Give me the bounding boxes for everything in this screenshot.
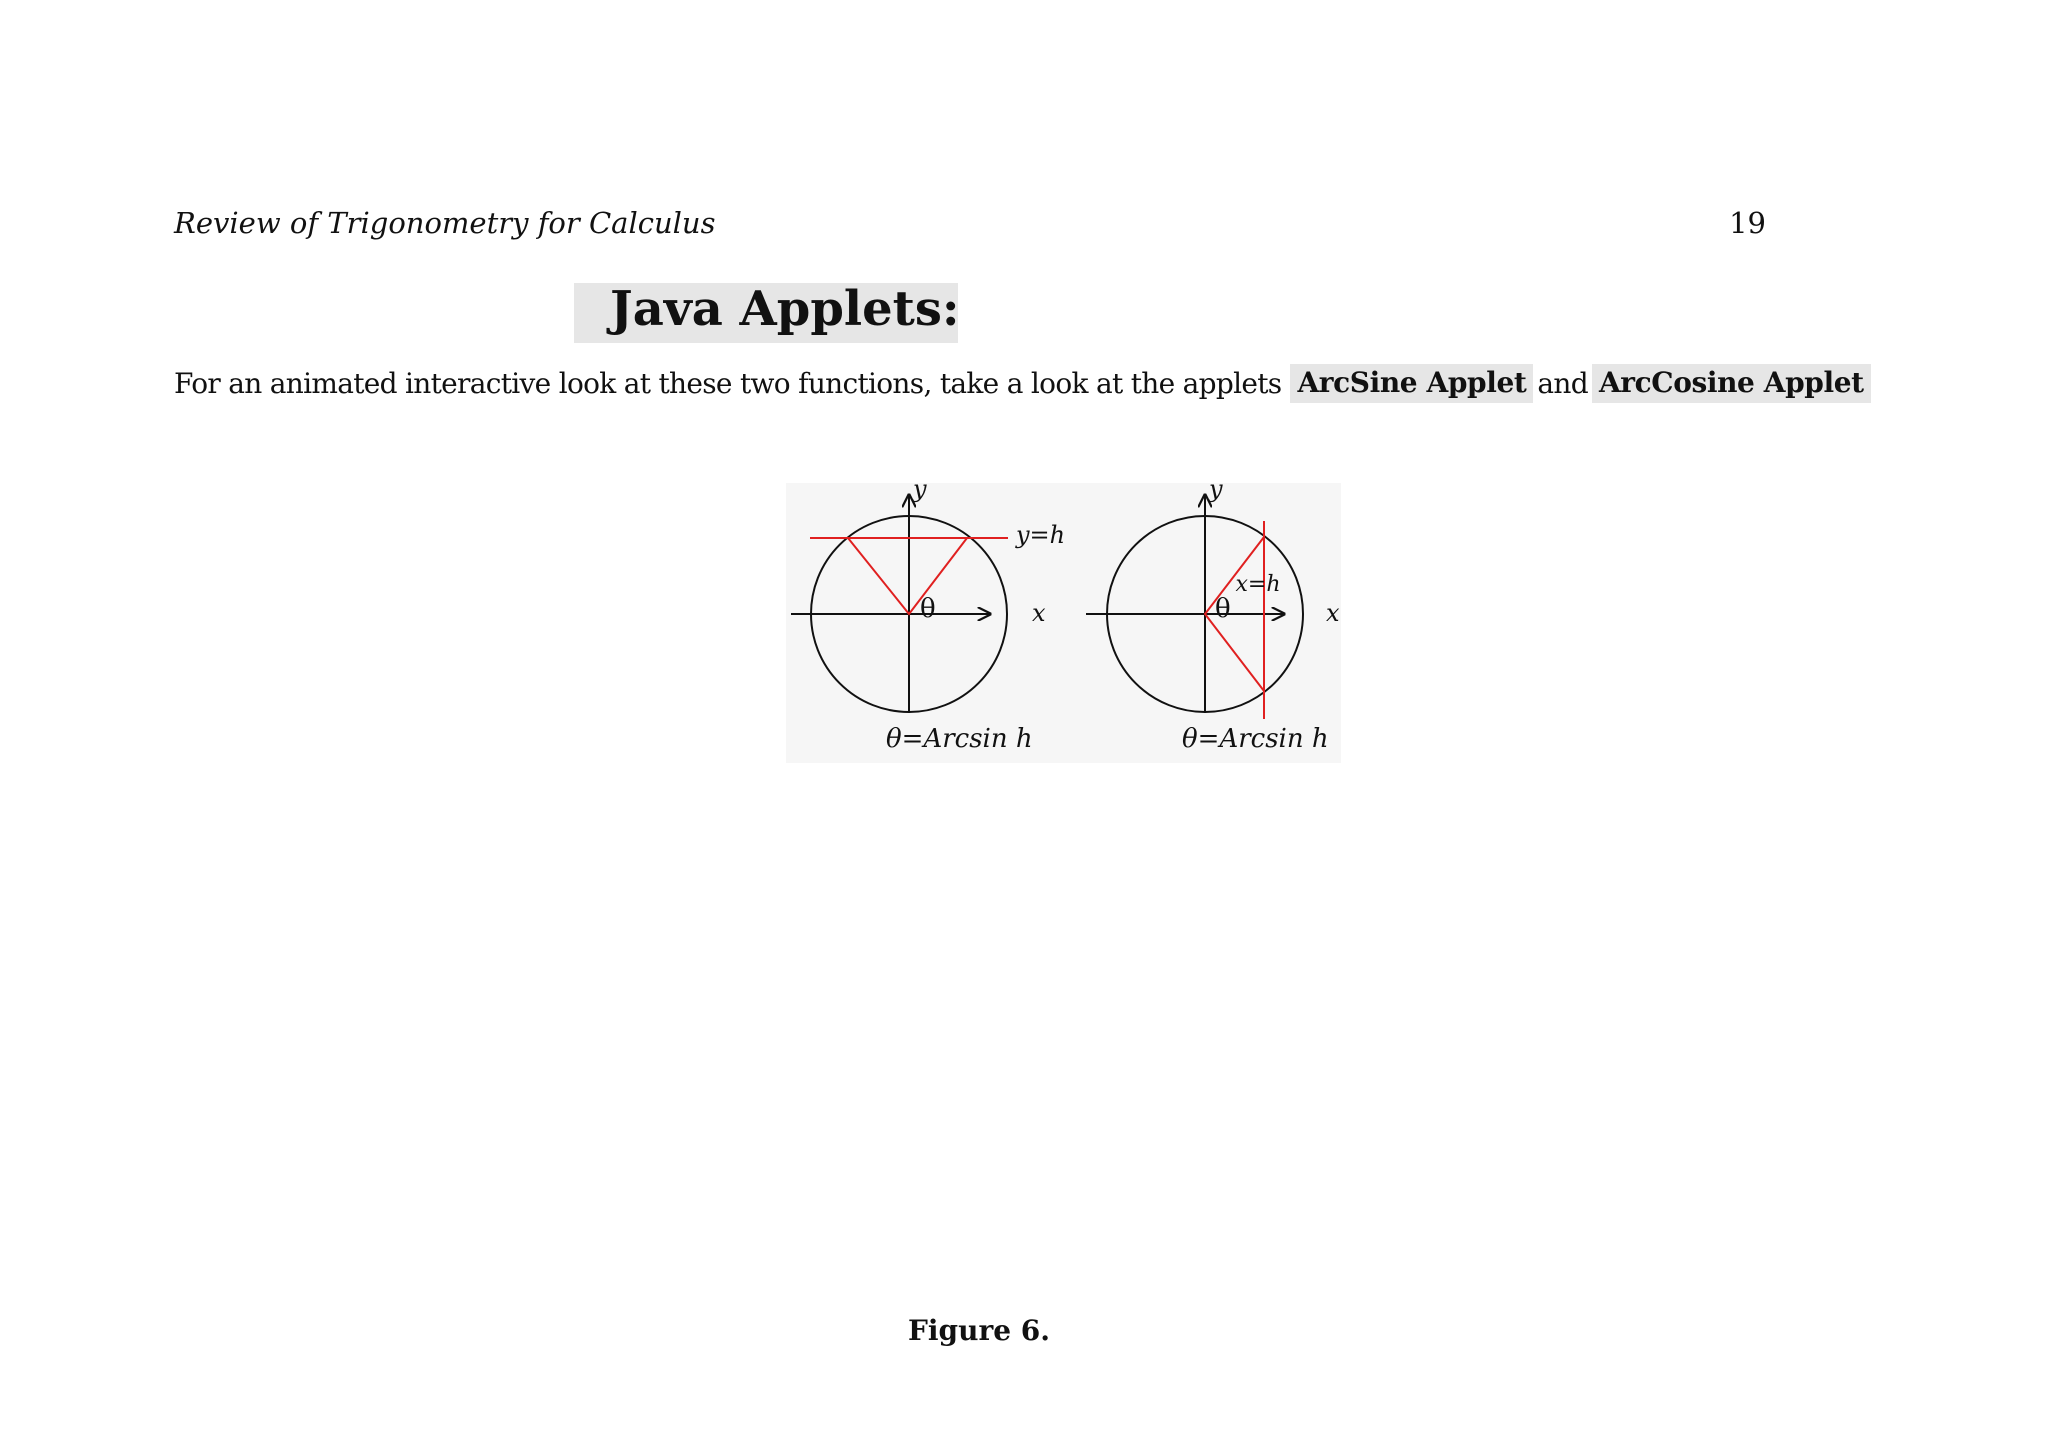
left-angle-rays <box>848 538 967 614</box>
left-y-label: y <box>913 483 927 503</box>
running-head-title: Review of Trigonometry for Calculus <box>174 206 716 240</box>
right-line-label: x=h <box>1235 572 1281 597</box>
figure-caption: Figure 6. <box>908 1314 1050 1347</box>
intro-text: For an animated interactive look at these two functions, take a look at the applets <box>174 366 1282 400</box>
unit-circle-diagrams <box>786 483 1341 763</box>
left-panel-caption: θ=Arcsin h <box>886 724 1033 754</box>
right-x-label: x <box>1326 599 1340 627</box>
intro-paragraph <box>174 361 1875 405</box>
arccosine-applet-link[interactable]: ArcCosine Applet <box>1592 364 1871 403</box>
intro-conjunction: and <box>1537 366 1588 400</box>
section-heading: Java Applets: <box>610 281 960 337</box>
figure-6-diagram <box>786 483 1341 763</box>
right-angle-label: θ <box>1215 594 1231 624</box>
arcsine-applet-link[interactable]: ArcSine Applet <box>1290 364 1533 403</box>
left-line-label: y=h <box>1016 521 1066 549</box>
arccosine-panel <box>1086 483 1340 754</box>
page-number: 19 <box>1729 206 1766 240</box>
section-heading-box <box>574 283 958 343</box>
right-panel-caption: θ=Arcsin h <box>1182 724 1329 754</box>
left-angle-label: θ <box>920 594 936 624</box>
left-x-label: x <box>1032 599 1046 627</box>
right-y-label: y <box>1209 483 1223 503</box>
arcsine-panel <box>791 483 1065 754</box>
